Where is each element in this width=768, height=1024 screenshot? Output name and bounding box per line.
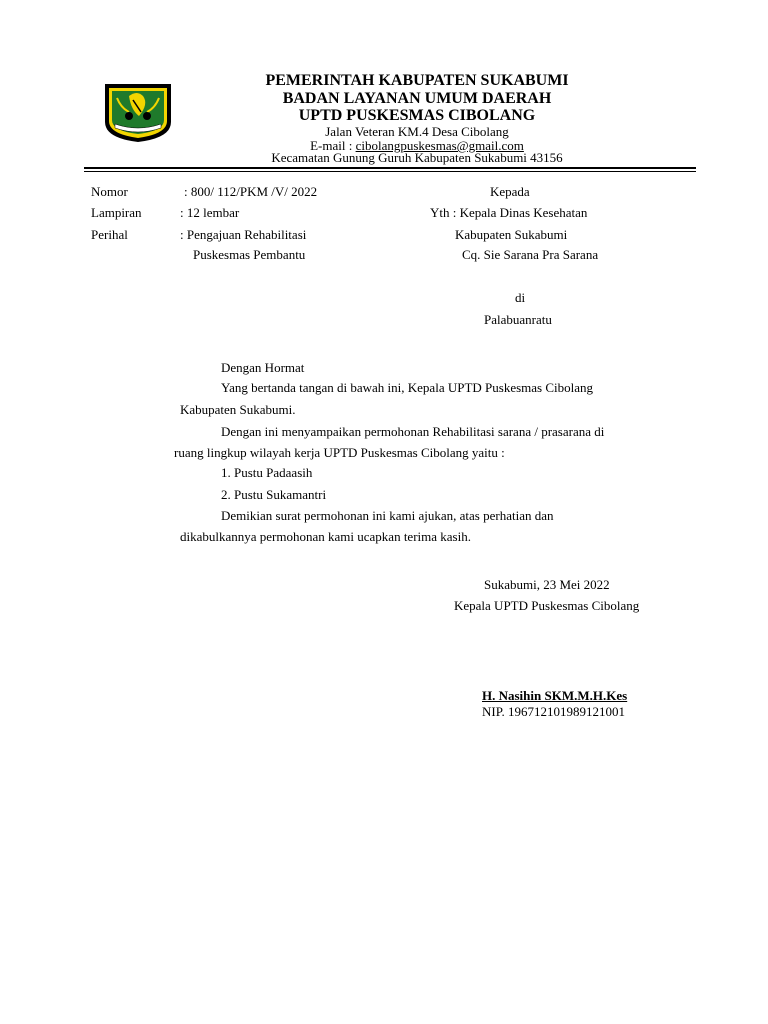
letterhead-government: PEMERINTAH KABUPATEN SUKABUMI	[265, 72, 569, 89]
letterhead-district: Kecamatan Gunung Guruh Kabupaten Sukabumi 43156	[271, 150, 563, 165]
nomor-label: Nomor	[91, 184, 128, 199]
signature-position: Kepala UPTD Puskesmas Cibolang	[454, 598, 640, 613]
perihal-value: : Pengajuan Rehabilitasi	[180, 227, 307, 242]
letterhead-unit: UPTD PUSKESMAS CIBOLANG	[298, 107, 536, 124]
paragraph-1-line-1: Yang bertanda tangan di bawah ini, Kepala UPTD Puskesmas Cibolang	[221, 380, 594, 395]
paragraph-2-line-1: Dengan ini menyampaikan permohonan Rehabilitasi sarana / prasarana di	[221, 424, 605, 439]
perihal-value-cont: Puskesmas Pembantu	[193, 247, 306, 262]
lampiran-value: : 12 lembar	[180, 205, 240, 220]
email-label: E-mail :	[310, 138, 356, 153]
recipient-kepada: Kepada	[490, 184, 530, 199]
recipient-place: Palabuanratu	[484, 312, 552, 327]
paragraph-1-line-2: Kabupaten Sukabumi.	[180, 402, 296, 417]
list-item: 1. Pustu Padaasih	[221, 465, 313, 480]
sukabumi-emblem-logo	[103, 82, 173, 144]
lampiran-label: Lampiran	[91, 205, 142, 220]
paragraph-3-line-2: dikabulkannya permohonan kami ucapkan terima kasih.	[180, 529, 471, 544]
letterhead-address: Jalan Veteran KM.4 Desa Cibolang	[325, 124, 509, 139]
recipient-cq: Cq. Sie Sarana Pra Sarana	[462, 247, 599, 262]
signatory-name: H. Nasihin SKM.M.H.Kes	[482, 688, 628, 703]
letterhead-agency: BADAN LAYANAN UMUM DAERAH	[282, 90, 552, 107]
nomor-value: : 800/ 112/PKM /V/ 2022	[184, 184, 318, 199]
letterhead-rule-thin	[84, 171, 696, 172]
recipient-yth: Yth : Kepala Dinas Kesehatan	[430, 205, 588, 220]
paragraph-2-line-2: ruang lingkup wilayah kerja UPTD Puskesmas Cibolang yaitu :	[174, 445, 505, 460]
recipient-kabupaten: Kabupaten Sukabumi	[455, 227, 568, 242]
signatory-nip: NIP. 196712101989121001	[482, 704, 626, 719]
perihal-label: Perihal	[91, 227, 128, 242]
email-link[interactable]: cibolangpuskesmas@gmail.com	[355, 138, 524, 153]
list-item: 2. Pustu Sukamantri	[221, 487, 327, 502]
signature-place-date: Sukabumi, 23 Mei 2022	[484, 577, 610, 592]
letterhead-rule-thick	[84, 167, 696, 169]
paragraph-3-line-1: Demikian surat permohonan ini kami ajukan, atas perhatian dan	[221, 508, 554, 523]
recipient-di: di	[515, 290, 526, 305]
greeting: Dengan Hormat	[221, 360, 305, 375]
